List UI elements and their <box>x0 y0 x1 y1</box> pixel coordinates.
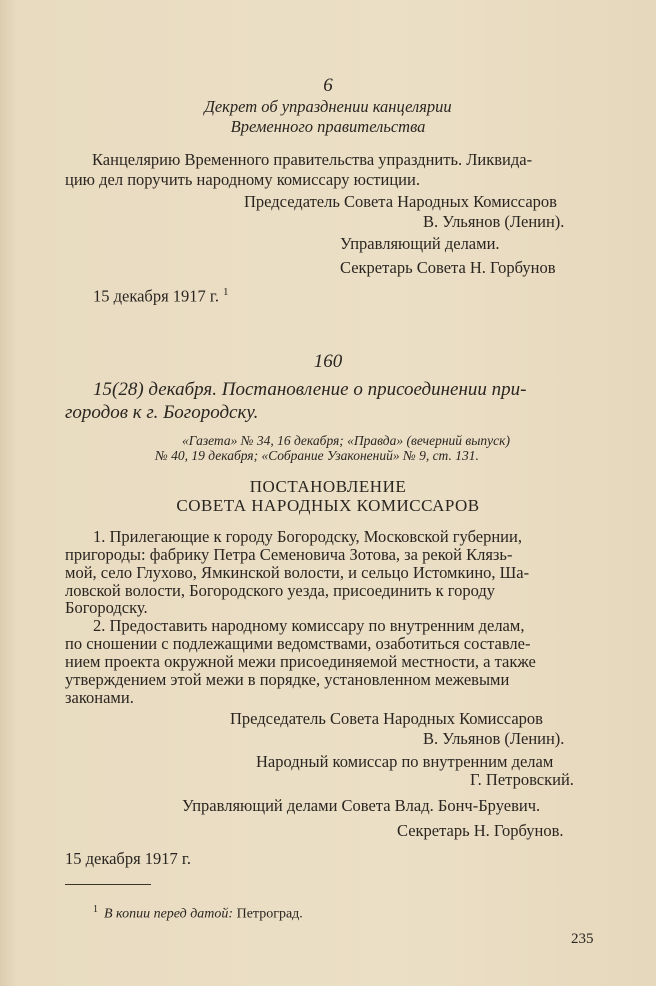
interior-commissar-title: Народный комиссар по внутренним делам <box>256 752 554 771</box>
decree-body-line-1: Канцелярию Временного правительства упразднить. Ликвида- <box>92 150 533 169</box>
decree-body-line-2: цию дел поручить народному комиссару юстиции. <box>65 170 420 189</box>
footnote-divider <box>65 884 151 885</box>
item-number: 160 <box>313 351 343 372</box>
page-number: 235 <box>571 931 594 947</box>
resolution-title-line-1: ПОСТАНОВЛЕНИЕ <box>249 477 407 496</box>
footnote <box>93 901 303 924</box>
footnote-text: Петроград. <box>236 906 303 922</box>
sources-line-1: «Газета» № 34, 16 декабря; «Правда» (вечерний выпуск) <box>182 433 510 448</box>
para2-line-3: нием проекта окружной межи присоединяемой местности, а также <box>65 652 536 671</box>
chair-title: Председатель Совета Народных Комиссаров <box>230 709 543 728</box>
item-heading-line-2: городов к г. Богородску. <box>65 402 259 423</box>
decree-date: 15 декабря 1917 г. $^1$ <box>93 286 229 306</box>
sources-line-2: № 40, 19 декабря; «Собрание Узаконений» № 9, ст. 131. <box>155 448 479 463</box>
footnote-italic: В копии перед датой: <box>104 906 234 922</box>
para1-line-4: ловской волости, Богородского уезда, присоединить к городу <box>65 581 496 600</box>
para1-line-1: 1. Прилегающие к городу Богородску, Московской губернии, <box>93 527 522 546</box>
interior-commissar-name: Г. Петровский. <box>470 770 574 789</box>
manager-signature: Управляющий делами Совета Влад. Бонч-Бруевич. <box>182 796 541 815</box>
para1-line-3: мой, село Глухово, Ямкинской волости, и сельцо Истомкино, Ша- <box>65 563 530 582</box>
document-number: 6 <box>323 75 333 96</box>
para1-line-5: Богородску. <box>65 598 148 617</box>
para2-line-5: законами. <box>65 688 134 707</box>
resolution-date: 15 декабря 1917 г. <box>65 849 191 868</box>
decree-manager: Управляющий делами. <box>340 234 500 253</box>
para2-line-1: 2. Предоставить народному комиссару по внутренним делам, <box>93 616 525 635</box>
decree-title-line-1: Декрет об упразднении канцелярии <box>204 97 452 116</box>
decree-chair-title: Председатель Совета Народных Комиссаров <box>244 192 557 211</box>
para2-line-2: по сношении с подлежащими ведомствами, озаботиться составле- <box>65 634 531 653</box>
footnote-mark: 1 <box>93 904 98 915</box>
chair-name: В. Ульянов (Ленин). <box>423 729 565 748</box>
decree-secretary: Секретарь Совета Н. Горбунов <box>340 258 556 277</box>
resolution-title-line-2: СОВЕТА НАРОДНЫХ КОМИССАРОВ <box>176 496 480 515</box>
secretary-signature: Секретарь Н. Горбунов. <box>397 821 564 840</box>
decree-chair-name: В. Ульянов (Ленин). <box>423 212 565 231</box>
decree-title-line-2: Временного правительства <box>230 117 426 136</box>
item-heading-line-1: 15(28) декабря. Постановление о присоединении при- <box>93 379 527 400</box>
footnote-reference: 1 <box>222 286 229 298</box>
para1-line-2: пригороды: фабрику Петра Семеновича Зотова, за рекой Клязь- <box>65 545 513 564</box>
para2-line-4: утверждением этой межи в порядке, установленном межевыми <box>65 670 510 689</box>
